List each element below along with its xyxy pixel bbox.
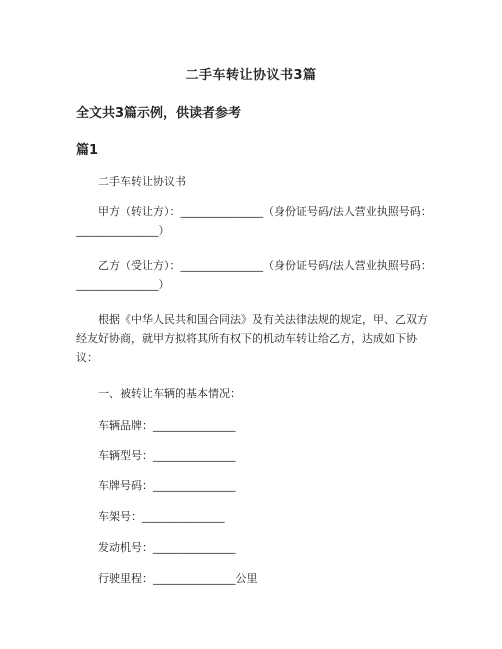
field-mileage: 行驶里程：_______________公里 bbox=[98, 572, 258, 585]
field-plate-number: 车牌号码：_______________ bbox=[98, 479, 236, 492]
party-b-paragraph: 乙方（受让方）：_______________（身份证号码/法人营业执照号码：_______________） bbox=[76, 259, 432, 291]
document-subtitle: 全文共3篇示例，供读者参考 bbox=[76, 106, 242, 121]
section-heading: 篇1 bbox=[76, 143, 99, 158]
field-engine-number: 发动机号：_______________ bbox=[98, 541, 236, 554]
party-a-paragraph: 甲方（转让方）：_______________（身份证号码/法人营业执照号码：_______________） bbox=[76, 205, 432, 237]
field-frame-number: 车架号：_______________ bbox=[98, 510, 225, 523]
preamble-paragraph: 根据《中华人民共和国合同法》及有关法律法规的规定，甲、乙双方经友好协商，就甲方拟将其所有权下的机动车转让给乙方，达成如下协议： bbox=[76, 313, 428, 364]
field-vehicle-brand: 车辆品牌：_______________ bbox=[98, 419, 236, 432]
document-title: 二手车转让协议书3篇 bbox=[185, 68, 317, 83]
agreement-name: 二手车转让协议书 bbox=[98, 175, 186, 188]
clause-one-heading: 一、被转让车辆的基本情况： bbox=[98, 387, 241, 400]
field-vehicle-model: 车辆型号：_______________ bbox=[98, 449, 236, 462]
